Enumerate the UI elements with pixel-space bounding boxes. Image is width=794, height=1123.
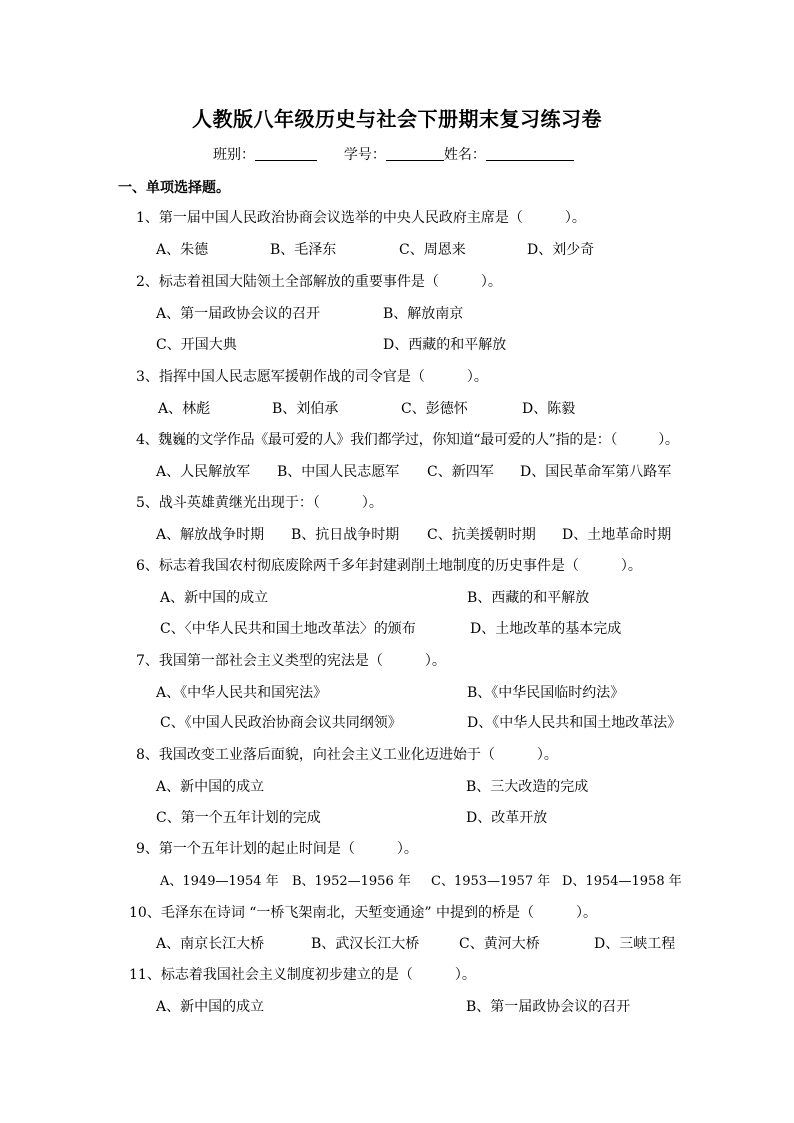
q10-option-a: A、南京长江大桥 xyxy=(156,936,265,952)
q1-option-b: B、毛泽东 xyxy=(270,242,337,258)
q10-option-c: C、黄河大桥 xyxy=(459,936,540,952)
q6-option-a: A、新中国的成立 xyxy=(160,590,269,606)
q4-option-d: D、国民革命军第八路军 xyxy=(520,464,672,480)
q5-option-d: D、土地革命时期 xyxy=(562,527,672,543)
q1-option-c: C、周恩来 xyxy=(399,242,466,258)
name-label: 姓名： xyxy=(443,147,486,163)
student-info-line xyxy=(213,144,574,164)
q4-option-b: B、中国人民志愿军 xyxy=(277,464,400,480)
q3-option-d: D、陈毅 xyxy=(522,401,576,417)
q7-option-d: D、《中华人民共和国土地改革法》 xyxy=(467,715,682,731)
question-5: 5、战斗英雄黄继光出现于：（ ）。 xyxy=(136,495,383,511)
question-8: 8、我国改变工业落后面貌，向社会主义工业化迈进始于（ ）。 xyxy=(136,747,558,763)
q8-option-b: B、三大改造的完成 xyxy=(466,779,589,795)
exam-title: 人教版八年级历史与社会下册期末复习练习卷 xyxy=(192,107,602,131)
q10-option-b: B、武汉长江大桥 xyxy=(311,936,420,952)
question-9: 9、第一个五年计划的起止时间是（ ）。 xyxy=(136,841,418,857)
q7-option-c: C、《中国人民政治协商会议共同纲领》 xyxy=(160,715,402,731)
q6-option-d: D、土地改革的基本完成 xyxy=(470,621,622,637)
q6-option-c: C、〈中华人民共和国土地改革法〉的颁布 xyxy=(160,621,416,637)
q1-option-a: A、朱德 xyxy=(156,242,209,258)
q3-option-a: A、林彪 xyxy=(158,401,211,417)
q4-option-a: A、人民解放军 xyxy=(156,464,251,480)
student-id-label: 学号： xyxy=(343,147,386,163)
question-2: 2、标志着祖国大陆领土全部解放的重要事件是（ ）。 xyxy=(136,274,502,290)
q5-option-b: B、抗日战争时期 xyxy=(291,527,400,543)
question-11: 11、标志着我国社会主义制度初步建立的是（ ）。 xyxy=(129,967,476,983)
question-6: 6、标志着我国农村彻底废除两千多年封建剥削土地制度的历史事件是（ ）。 xyxy=(136,558,642,574)
q2-option-c: C、开国大典 xyxy=(156,337,237,353)
q11-option-a: A、新中国的成立 xyxy=(156,999,265,1015)
question-4: 4、魏巍的文学作品《最可爱的人》我们都学过，你知道“最可爱的人”指的是：（ ）。 xyxy=(136,432,679,448)
q1-option-d: D、刘少奇 xyxy=(527,242,595,258)
question-7: 7、我国第一部社会主义类型的宪法是（ ）。 xyxy=(136,653,446,669)
question-3: 3、指挥中国人民志愿军援朝作战的司令官是（ ）。 xyxy=(136,369,488,385)
q2-option-b: B、解放南京 xyxy=(383,306,464,322)
q2-option-d: D、西藏的和平解放 xyxy=(383,337,507,353)
q7-option-b: B、《中华民国临时约法》 xyxy=(467,685,625,701)
q2-option-a: A、第一届政协会议的召开 xyxy=(156,306,321,322)
q3-option-b: B、刘伯承 xyxy=(272,401,339,417)
q8-option-c: C、第一个五年计划的完成 xyxy=(156,810,321,826)
name-blank[interactable] xyxy=(486,146,574,161)
q9-option-c: C、1953—1957 年 xyxy=(431,874,551,889)
q9-option-b: B、1952—1956 年 xyxy=(292,874,411,889)
q8-option-a: A、新中国的成立 xyxy=(156,779,265,795)
q10-option-d: D、三峡工程 xyxy=(594,936,676,952)
q8-option-d: D、改革开放 xyxy=(466,810,548,826)
q5-option-c: C、抗美援朝时期 xyxy=(427,527,536,543)
student-id-blank[interactable] xyxy=(386,146,444,161)
question-1: 1、第一届中国人民政治协商会议选举的中央人民政府主席是（ ）。 xyxy=(136,210,586,226)
q5-option-a: A、解放战争时期 xyxy=(156,527,265,543)
q4-option-c: C、新四军 xyxy=(427,464,494,480)
q3-option-c: C、彭德怀 xyxy=(401,401,468,417)
q9-option-d: D、1954—1958 年 xyxy=(562,874,682,889)
class-blank[interactable] xyxy=(255,146,317,161)
question-10: 10、毛泽东在诗词 “一桥飞架南北，天堑变通途” 中提到的桥是（ ）。 xyxy=(129,905,598,921)
q9-option-a: A、1949—1954 年 xyxy=(160,874,279,889)
q11-option-b: B、第一届政协会议的召开 xyxy=(466,999,631,1015)
section-title: 一、单项选择题。 xyxy=(118,180,230,196)
q6-option-b: B、西藏的和平解放 xyxy=(467,590,590,606)
class-label: 班别： xyxy=(213,147,255,163)
q7-option-a: A、《中华人民共和国宪法》 xyxy=(156,685,328,701)
